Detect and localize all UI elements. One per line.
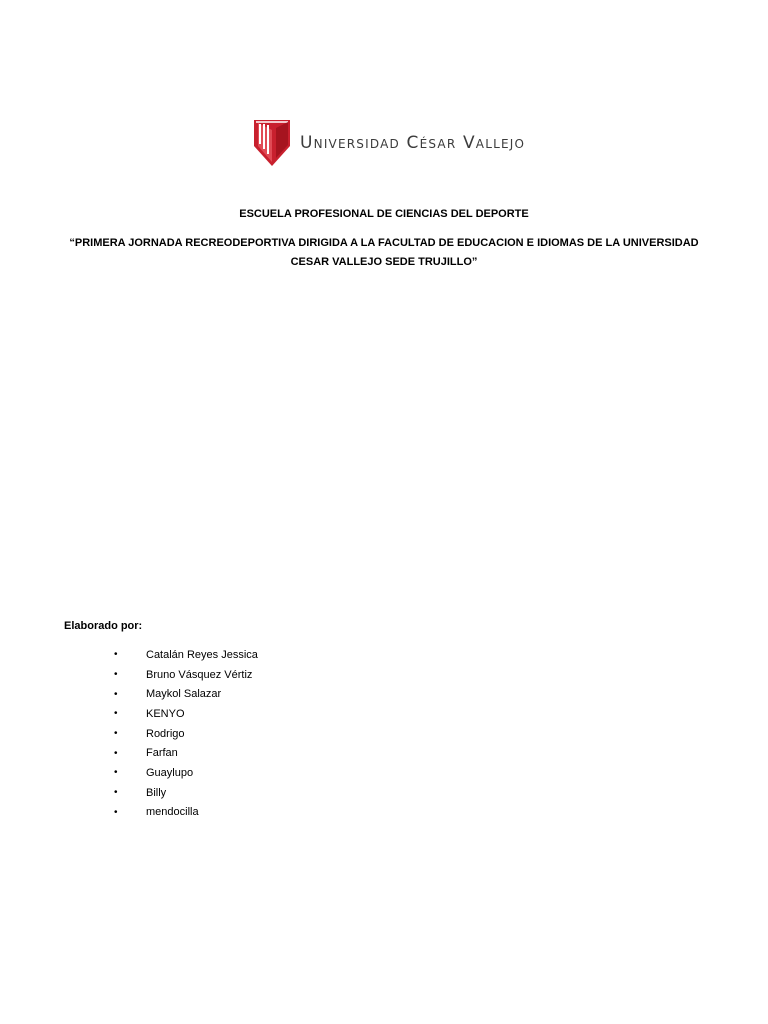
list-item	[114, 763, 258, 783]
bullet-icon: •	[114, 767, 118, 779]
list-item	[114, 684, 258, 704]
list-item	[114, 783, 258, 803]
list-item	[114, 803, 258, 823]
authors-label: Elaborado por:	[64, 620, 143, 632]
bullet-icon: •	[114, 708, 118, 720]
list-item	[114, 724, 258, 744]
bullet-icon: •	[114, 728, 118, 740]
authors-list	[114, 645, 258, 822]
bullet-icon: •	[114, 649, 118, 661]
author-name: Maykol Salazar	[146, 688, 222, 701]
author-name: Catalán Reyes Jessica	[146, 648, 258, 661]
list-item	[114, 704, 258, 724]
list-item	[114, 665, 258, 685]
bullet-icon: •	[114, 688, 118, 700]
university-logo	[252, 118, 525, 168]
author-name: Rodrigo	[146, 727, 185, 740]
bullet-icon: •	[114, 787, 118, 799]
author-name: Guaylupo	[146, 766, 194, 779]
ucv-shield-icon	[252, 118, 292, 168]
author-name: KENYO	[146, 707, 185, 720]
author-name: Billy	[146, 786, 167, 799]
list-item	[114, 645, 258, 665]
event-title-line-1: “PRIMERA JORNADA RECREODEPORTIVA DIRIGIDA A LA FACULTAD DE EDUCACION E IDIOMAS DE LA UNIVERSIDAD	[69, 237, 699, 249]
logo-text: Universidad César Vallejo	[300, 133, 526, 153]
list-item	[114, 743, 258, 763]
author-name: mendocilla	[146, 806, 199, 819]
event-title-line-2: CESAR VALLEJO SEDE TRUJILLO”	[290, 256, 478, 268]
author-name: Farfan	[146, 747, 178, 760]
bullet-icon: •	[114, 669, 118, 681]
author-name: Bruno Vásquez Vértiz	[146, 668, 253, 681]
event-title	[40, 234, 728, 272]
bullet-icon: •	[114, 747, 118, 759]
school-heading: ESCUELA PROFESIONAL DE CIENCIAS DEL DEPORTE	[239, 208, 529, 220]
bullet-icon: •	[114, 806, 118, 818]
